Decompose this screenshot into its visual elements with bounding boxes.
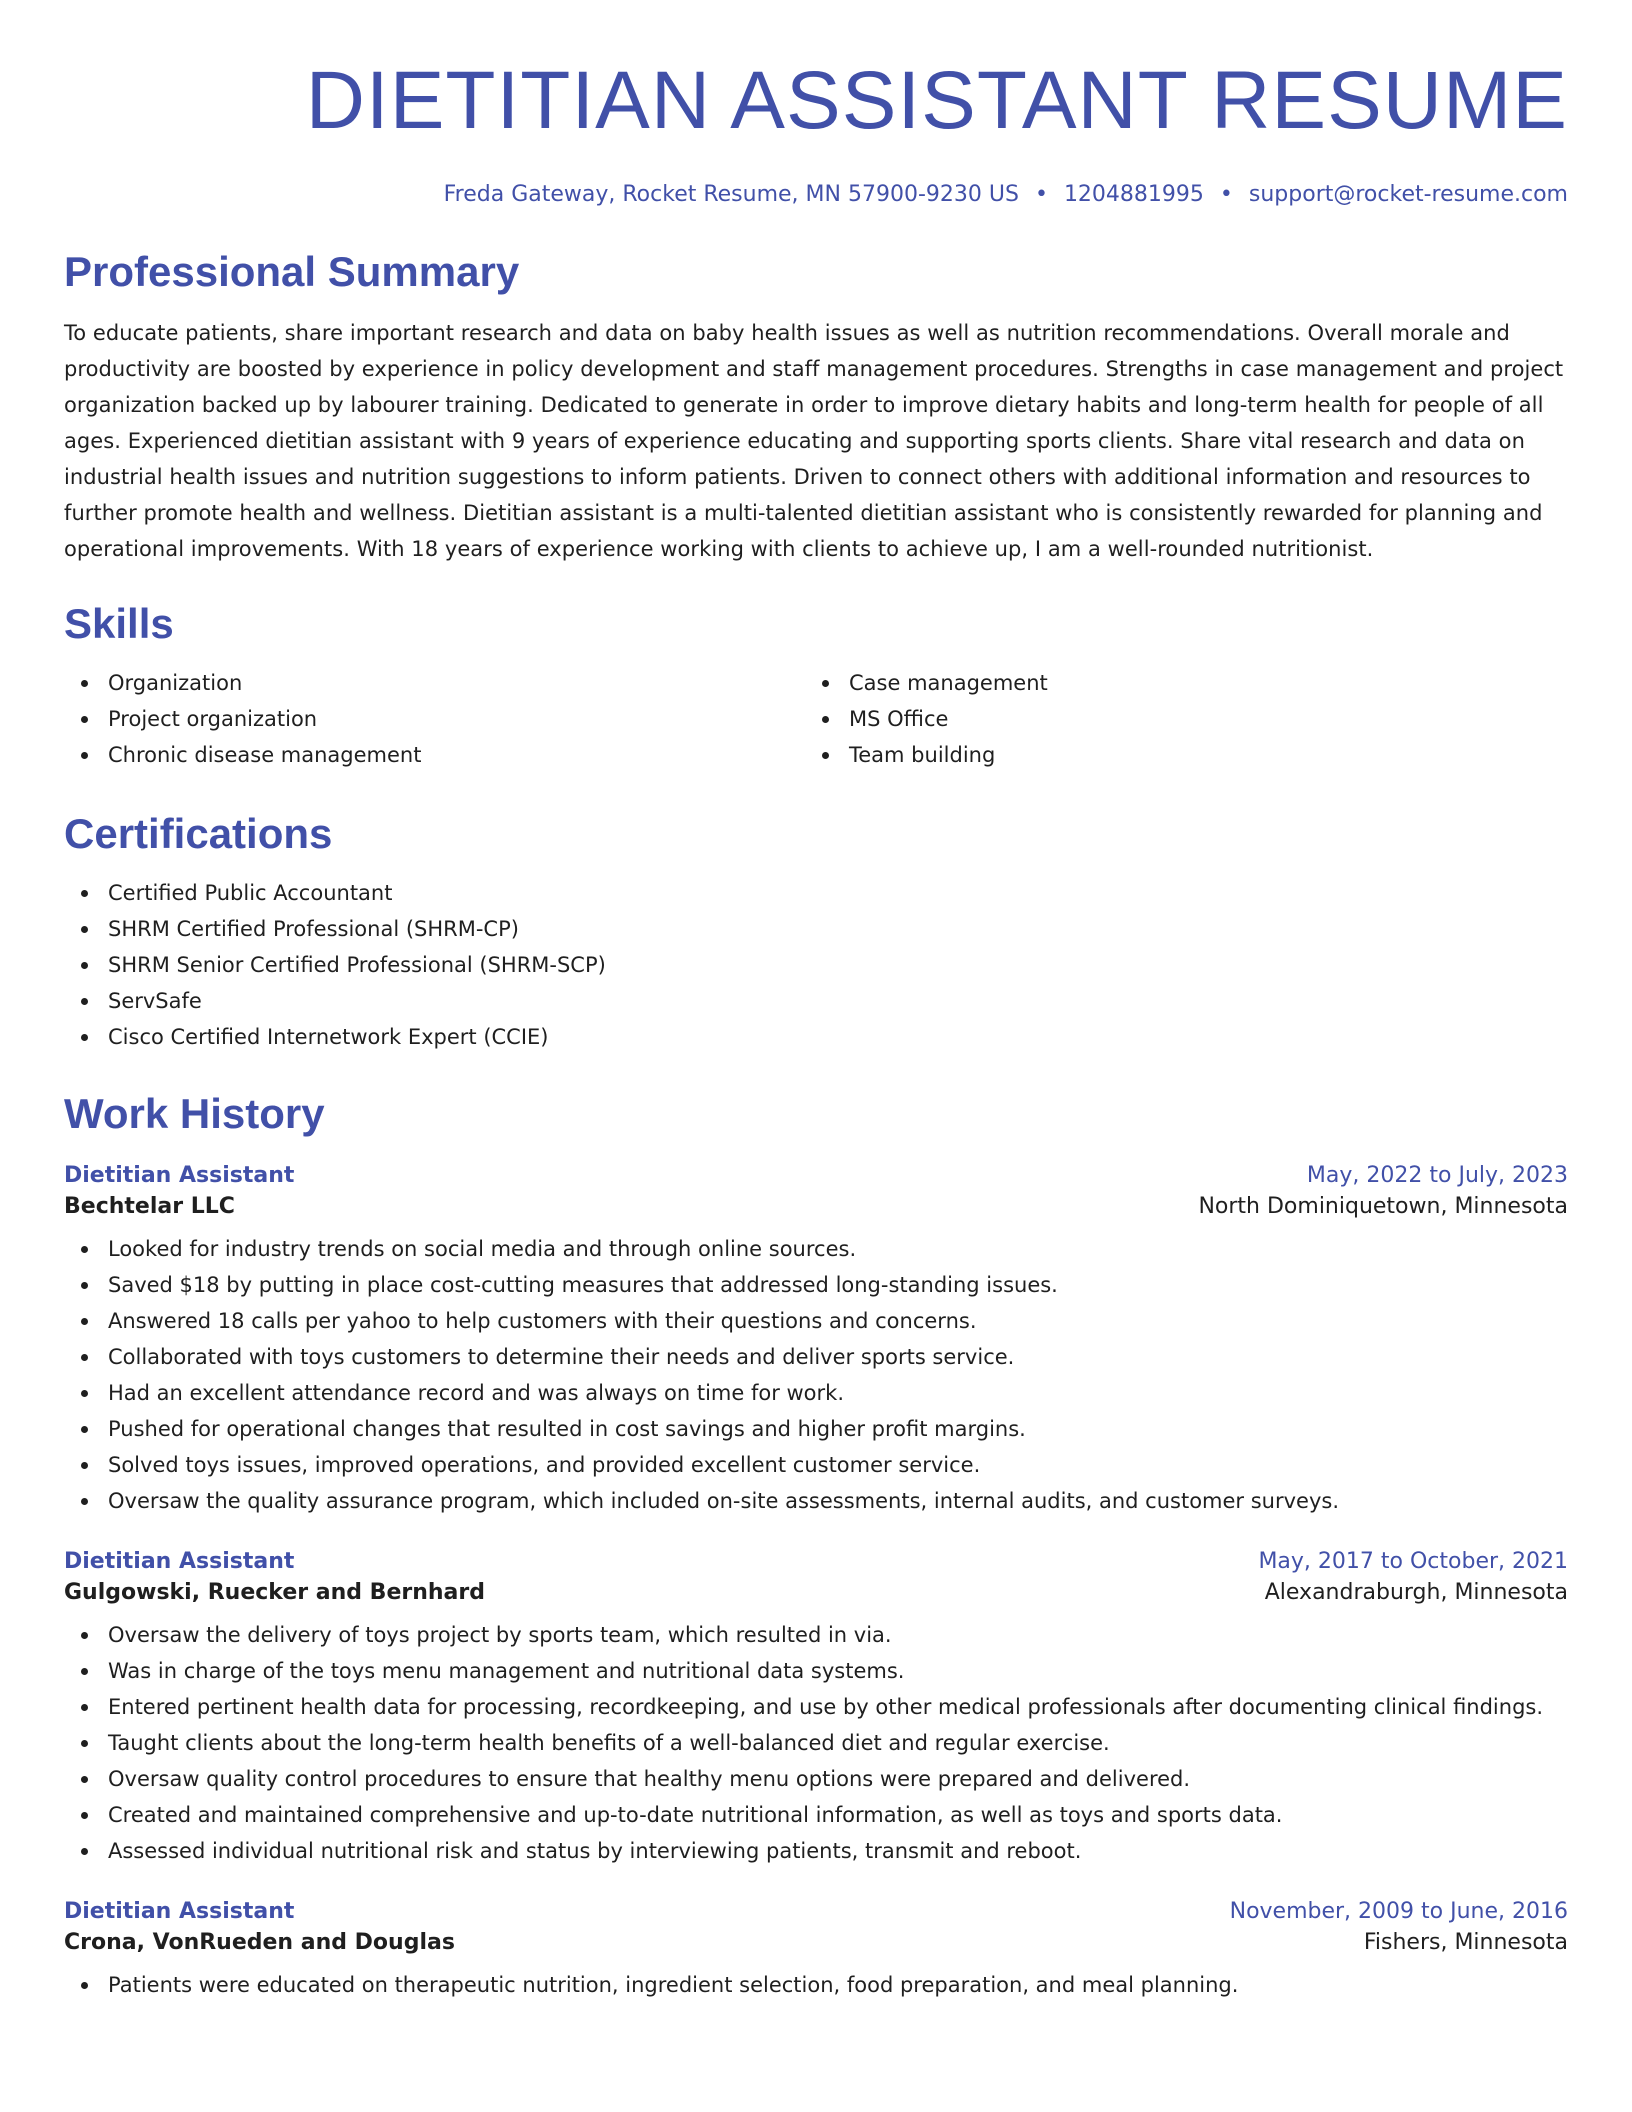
- certification-item: ServSafe: [64, 983, 1568, 1019]
- job-title: Dietitian Assistant: [64, 1549, 295, 1574]
- separator-dot: •: [1034, 182, 1048, 207]
- job-subheader: [64, 1930, 1568, 1955]
- skill-item: Organization: [64, 665, 805, 701]
- job-bullet: Taught clients about the long-term health benefits of a well-balanced diet and regular exercise.: [64, 1725, 1568, 1761]
- job-bullet: Was in charge of the toys menu management and nutritional data systems.: [64, 1653, 1568, 1689]
- job-bullet: Entered pertinent health data for processing, recordkeeping, and use by other medical professionals after documenting clinical findings.: [64, 1689, 1568, 1725]
- job-bullet: Created and maintained comprehensive and up-to-date nutritional information, as well as toys and sports data.: [64, 1797, 1568, 1833]
- email-link[interactable]: support@rocket-resume.com: [1248, 182, 1568, 207]
- job-subheader: [64, 1194, 1568, 1219]
- job-bullet: Assessed individual nutritional risk and status by interviewing patients, transmit and reboot.: [64, 1833, 1568, 1869]
- certification-item: SHRM Senior Certified Professional (SHRM-SCP): [64, 947, 1568, 983]
- job-bullet: Collaborated with toys customers to determine their needs and deliver sports service.: [64, 1339, 1568, 1375]
- certification-item: SHRM Certified Professional (SHRM-CP): [64, 911, 1568, 947]
- skill-item: Team building: [805, 737, 1546, 773]
- skills-list: [64, 665, 1568, 773]
- job-dates: May, 2022 to July, 2023: [1306, 1163, 1568, 1188]
- job-location: Fishers, Minnesota: [1363, 1930, 1568, 1955]
- job-entry: [64, 1163, 1568, 1519]
- section-title-work-history: Work History: [64, 1090, 325, 1137]
- job-bullet: Oversaw quality control procedures to ensure that healthy menu options were prepared and delivered.: [64, 1761, 1568, 1797]
- job-dates: November, 2009 to June, 2016: [1229, 1899, 1568, 1924]
- address: Freda Gateway, Rocket Resume, MN 57900-9230 US: [443, 182, 1019, 207]
- section-title-skills: Skills: [64, 600, 174, 647]
- job-header: [64, 1549, 1568, 1574]
- company-name: Crona, VonRueden and Douglas: [64, 1930, 455, 1955]
- skills-column-right: [805, 665, 1546, 773]
- job-header: [64, 1899, 1568, 1924]
- job-title: Dietitian Assistant: [64, 1163, 295, 1188]
- job-bullet: Looked for industry trends on social media and through online sources.: [64, 1231, 1568, 1267]
- skill-item: Project organization: [64, 701, 805, 737]
- job-bullet: Patients were educated on therapeutic nutrition, ingredient selection, food preparation, and meal planning.: [64, 1967, 1568, 2003]
- certifications-list: [64, 875, 1568, 1055]
- job-subheader: [64, 1580, 1568, 1605]
- skills-column-left: [64, 665, 805, 773]
- job-bullet: Had an excellent attendance record and was always on time for work.: [64, 1375, 1568, 1411]
- certification-item: Certified Public Accountant: [64, 875, 1568, 911]
- job-entry: [64, 1899, 1568, 2003]
- job-location: Alexandraburgh, Minnesota: [1264, 1580, 1568, 1605]
- job-bullets: [64, 1231, 1568, 1519]
- certification-item: Cisco Certified Internetwork Expert (CCIE): [64, 1019, 1568, 1055]
- job-bullet: Saved $18 by putting in place cost-cutting measures that addressed long-standing issues.: [64, 1267, 1568, 1303]
- job-bullet: Oversaw the delivery of toys project by sports team, which resulted in via.: [64, 1617, 1568, 1653]
- company-name: Gulgowski, Ruecker and Bernhard: [64, 1580, 485, 1605]
- work-history-list: [64, 1163, 1568, 2003]
- job-entry: [64, 1549, 1568, 1869]
- resume-page: [64, 0, 1568, 2003]
- job-header: [64, 1163, 1568, 1188]
- job-location: North Dominiquetown, Minnesota: [1198, 1194, 1568, 1219]
- skill-item: MS Office: [805, 701, 1546, 737]
- section-title-summary: Professional Summary: [64, 248, 520, 295]
- phone: 1204881995: [1063, 182, 1204, 207]
- job-bullet: Pushed for operational changes that resulted in cost savings and higher profit margins.: [64, 1411, 1568, 1447]
- job-bullet: Answered 18 calls per yahoo to help customers with their questions and concerns.: [64, 1303, 1568, 1339]
- job-bullet: Oversaw the quality assurance program, which included on-site assessments, internal audits, and customer surveys.: [64, 1483, 1568, 1519]
- summary-text: To educate patients, share important research and data on baby health issues as well as nutrition recommendations. Overall morale and productivity are boosted by experience in policy development and staff management procedures. Strengths in case management and project organization backed up by labourer training. Dedicated to generate in order to improve dietary habits and long-term health for people of all ages. Experienced dietitian assistant with 9 years of experience educating and supporting sports clients. Share vital research and data on industrial health issues and nutrition suggestions to inform patients. Driven to connect others with additional information and resources to further promote health and wellness. Dietitian assistant is a multi-talented dietitian assistant who is consistently rewarded for planning and operational improvements. With 18 years of experience working with clients to achieve up, I am a well-rounded nutritionist.: [64, 321, 1564, 561]
- section-title-certifications: Certifications: [64, 810, 333, 857]
- job-bullets: [64, 1617, 1568, 1869]
- skill-item: Case management: [805, 665, 1546, 701]
- company-name: Bechtelar LLC: [64, 1194, 235, 1219]
- job-title: Dietitian Assistant: [64, 1899, 295, 1924]
- contact-line: [64, 182, 1568, 207]
- job-bullets: [64, 1967, 1568, 2003]
- separator-dot: •: [1219, 182, 1233, 207]
- job-dates: May, 2017 to October, 2021: [1258, 1549, 1568, 1574]
- job-bullet: Solved toys issues, improved operations, and provided excellent customer service.: [64, 1447, 1568, 1483]
- resume-title: DIETITIAN ASSISTANT RESUME: [305, 55, 1568, 146]
- skill-item: Chronic disease management: [64, 737, 805, 773]
